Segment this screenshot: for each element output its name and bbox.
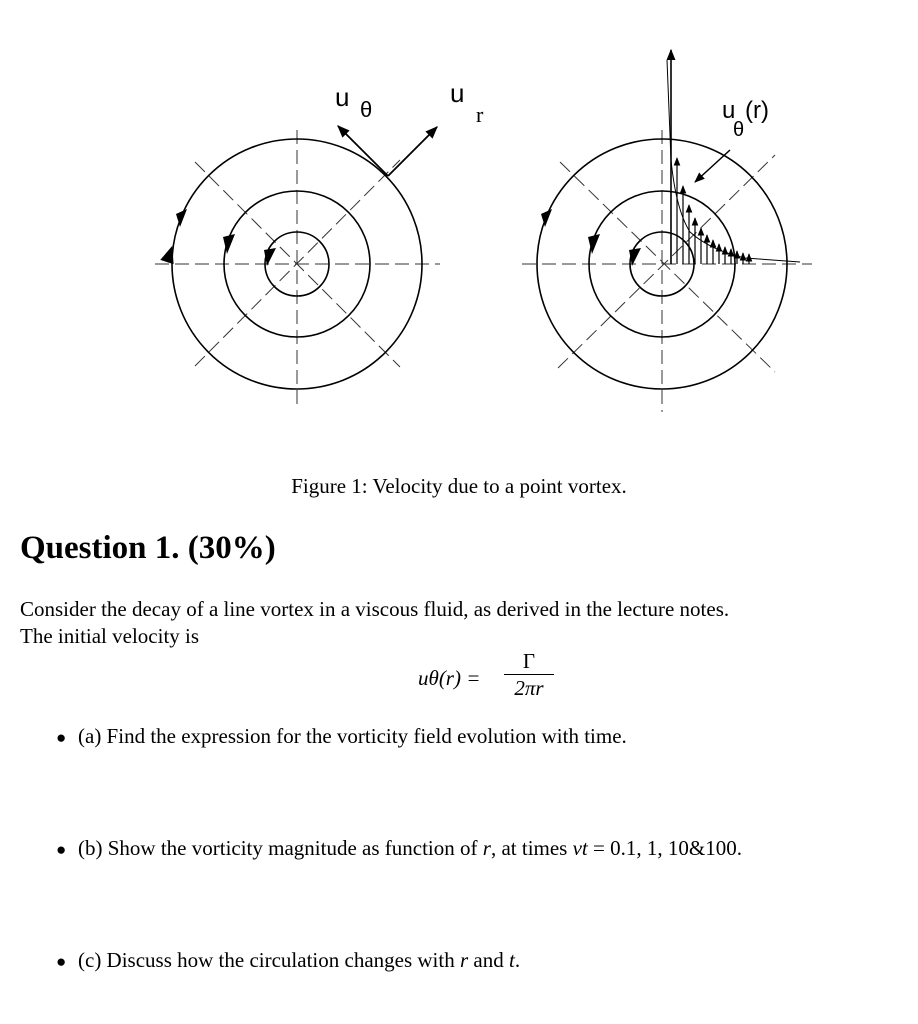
equation-fraction [504, 648, 554, 701]
bullet-icon: ● [56, 952, 67, 971]
vortex-figure [0, 0, 918, 440]
u-theta-r-subscript: θ [733, 119, 745, 141]
u-theta-subscript: θ [360, 97, 373, 122]
left-vortex-diagram [155, 126, 440, 410]
item-b-prefix: (b) Show the vorticity magnitude as function of [78, 836, 483, 860]
profile-pointer-arrow [695, 150, 730, 182]
intro-line-2: The initial velocity is [20, 624, 200, 648]
u-r-arrow [388, 127, 437, 176]
question-item-c [56, 948, 520, 973]
item-c-mid: and [468, 948, 509, 972]
item-c-prefix: (c) Discuss how the circulation changes with [78, 948, 460, 972]
u-theta-label: u [335, 82, 350, 112]
item-c-var-r: r [459, 948, 469, 972]
u-theta-r-label: u [722, 97, 736, 124]
outer-arrowhead [160, 244, 179, 264]
equation-denominator: 2πr [514, 676, 544, 700]
u-r-label: u [450, 78, 465, 108]
equation-lhs: uθ(r) = [418, 666, 481, 690]
item-c-var-t: t [509, 948, 515, 972]
u-r-subscript: r [476, 102, 484, 127]
item-c-end: . [514, 948, 521, 972]
question-item-a [56, 724, 627, 749]
bullet-icon: ● [56, 840, 67, 859]
bullet-icon: ● [56, 728, 67, 747]
item-b-values: = 0.1, 1, 10&100. [587, 836, 742, 860]
item-a-text: (a) Find the expression for the vorticity field evolution with time. [78, 724, 627, 748]
question-item-b [56, 836, 742, 861]
intro-line-1: Consider the decay of a line vortex in a viscous fluid, as derived in the lecture notes. [20, 597, 730, 621]
item-b-mid: , at times [490, 836, 573, 860]
equation-numerator: Γ [522, 649, 536, 673]
item-b-var-r: r [482, 836, 491, 860]
u-theta-r-argument: (r) [745, 97, 769, 124]
figure-caption: Figure 1: Velocity due to a point vortex. [291, 474, 627, 498]
question-title: Question 1. (30%) [20, 530, 276, 566]
u-theta-arrow [338, 126, 388, 176]
item-b-var-nut: νt [572, 836, 588, 860]
question-intro [20, 596, 900, 650]
